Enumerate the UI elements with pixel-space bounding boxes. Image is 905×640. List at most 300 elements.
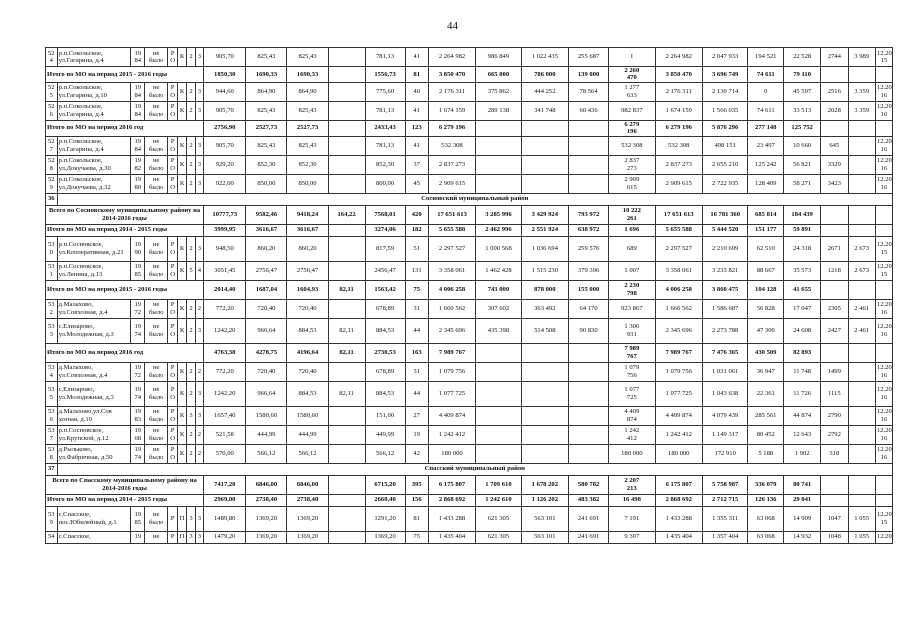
- value-cell: [476, 381, 521, 406]
- value-cell: [848, 362, 875, 381]
- roof-type-cell: К: [177, 362, 186, 381]
- wall-material-cell: Р: [168, 506, 177, 531]
- value-cell: [328, 261, 365, 280]
- value-cell: 3329: [821, 155, 848, 174]
- value-cell: 2 210 699: [702, 236, 747, 261]
- entrances-cell: 3: [195, 82, 203, 101]
- subtotal-value-cell: 4763,38: [204, 343, 246, 362]
- value-cell: [569, 444, 609, 463]
- address-cell: р.п.Сокольское, ул.Гагарина, д.10: [57, 82, 131, 101]
- roof-type-cell: К: [177, 299, 186, 318]
- subtotal-value-cell: 3 850 470: [428, 67, 475, 83]
- total-value-cell: 6715,20: [365, 475, 405, 494]
- table-row: [46, 155, 893, 174]
- value-cell: 645: [821, 136, 848, 155]
- value-cell: 532 308: [428, 136, 475, 155]
- value-cell: 2 909 615: [655, 174, 702, 193]
- district-title: Сосновский муниципальный район: [57, 193, 892, 205]
- value-cell: [848, 136, 875, 155]
- value-cell: 563 101: [521, 506, 568, 531]
- value-cell: 1 433 288: [428, 506, 475, 531]
- value-cell: 825,43: [287, 136, 328, 155]
- value-cell: 44: [405, 381, 428, 406]
- value-cell: 1 357 404: [702, 531, 747, 543]
- subtotal-value-cell: 6 279 196: [428, 120, 475, 136]
- value-cell: 825,43: [246, 136, 287, 155]
- value-cell: [848, 444, 875, 463]
- roof-type-cell: К: [177, 48, 186, 67]
- floors-cell: 2: [187, 425, 195, 444]
- total-value-cell: 580 782: [569, 475, 609, 494]
- value-cell: 884,53: [287, 318, 328, 343]
- subtotal-value-cell: 2 551 924: [521, 224, 568, 236]
- value-cell: 929,20: [204, 155, 246, 174]
- value-cell: 12.20 16: [875, 444, 892, 463]
- value-cell: 12.20 16: [875, 318, 892, 343]
- subtotal-value-cell: 123: [405, 120, 428, 136]
- value-cell: [328, 101, 365, 120]
- entrances-cell: 2: [195, 362, 203, 381]
- total-value-cell: [848, 475, 875, 494]
- value-cell: 1 566 035: [702, 101, 747, 120]
- entrances-cell: 3: [195, 101, 203, 120]
- address-cell: р.п.Сосновское, ул.Кооперативная, д.21: [57, 236, 131, 261]
- district-title: Спасский муниципальный район: [57, 463, 892, 475]
- value-cell: 521,58: [204, 425, 246, 444]
- value-cell: 1 077 725: [609, 381, 655, 406]
- value-cell: 56 821: [784, 155, 821, 174]
- value-cell: 1369,20: [246, 506, 287, 531]
- value-cell: 379 396: [569, 261, 609, 280]
- value-cell: [569, 362, 609, 381]
- table-row: [46, 381, 893, 406]
- subtotal-value-cell: [521, 120, 568, 136]
- value-cell: 45: [405, 174, 428, 193]
- value-cell: 2 345 696: [428, 318, 475, 343]
- total-value-cell: 9418,24: [287, 205, 328, 224]
- total-value-cell: 80 741: [784, 475, 821, 494]
- subtotal-value-cell: 6 279 196: [655, 120, 702, 136]
- value-cell: 82,11: [328, 381, 365, 406]
- subtotal-value-cell: 2969,00: [204, 494, 246, 506]
- total-value-cell: [848, 205, 875, 224]
- value-cell: 1 435 404: [428, 531, 475, 543]
- address-cell: р.п.Сокольское, ул.Докучаева, д.30: [57, 155, 131, 174]
- value-cell: 45 597: [784, 82, 821, 101]
- value-cell: 4 409 874: [428, 406, 475, 425]
- total-label: Всего по Сосновскому муниципальному району на 2014-2016 годы: [46, 205, 204, 224]
- value-cell: 449,99: [365, 425, 405, 444]
- status-cell: не было: [145, 101, 168, 120]
- total-value-cell: [875, 205, 892, 224]
- subtotal-value-cell: 2527,73: [287, 120, 328, 136]
- table-row: [46, 120, 893, 136]
- total-value-cell: 6 175 807: [655, 475, 702, 494]
- value-cell: 566,12: [287, 444, 328, 463]
- table-row: [46, 174, 893, 193]
- subtotal-value-cell: 125 752: [784, 120, 821, 136]
- value-cell: 3 233 821: [702, 261, 747, 280]
- entrances-cell: 3: [195, 48, 203, 67]
- wall-material-cell: Р О: [168, 425, 177, 444]
- wall-material-cell: Р О: [168, 48, 177, 67]
- year-cell: 19 90: [131, 236, 145, 261]
- table-row: [46, 318, 893, 343]
- value-cell: 2756,47: [246, 261, 287, 280]
- entrances-cell: 2: [195, 444, 203, 463]
- row-number: 53 9: [46, 506, 58, 531]
- value-cell: 4 409 874: [655, 406, 702, 425]
- subtotal-value-cell: 5 655 588: [428, 224, 475, 236]
- value-cell: 51: [405, 236, 428, 261]
- address-cell: с.Елизарово, ул.Молодежная, д.3: [57, 318, 131, 343]
- table-row: [46, 362, 893, 381]
- entrances-cell: 3: [195, 506, 203, 531]
- value-cell: 781,13: [365, 101, 405, 120]
- value-cell: 825,43: [246, 48, 287, 67]
- value-cell: [328, 506, 365, 531]
- roof-type-cell: К: [177, 236, 186, 261]
- subtotal-value-cell: 82 893: [784, 343, 821, 362]
- address-cell: р.п.Сокольское, ул.Докучаева, д.32: [57, 174, 131, 193]
- year-cell: 19 84: [131, 82, 145, 101]
- value-cell: 2 909 615: [428, 174, 475, 193]
- table-row: [46, 406, 893, 425]
- value-cell: 1479,20: [204, 531, 246, 543]
- subtotal-value-cell: 3616,67: [246, 224, 287, 236]
- value-cell: 241 691: [569, 531, 609, 543]
- value-cell: 905,70: [204, 101, 246, 120]
- value-cell: 1369,20: [246, 531, 287, 543]
- subtotal-value-cell: [848, 343, 875, 362]
- subtotal-value-cell: 81: [405, 67, 428, 83]
- floors-cell: 2: [187, 101, 195, 120]
- value-cell: 1 079 756: [428, 362, 475, 381]
- value-cell: 81: [405, 506, 428, 531]
- subtotal-label: Итого по МО на период 2015 - 2016 годы: [46, 67, 204, 83]
- value-cell: [569, 155, 609, 174]
- subtotal-value-cell: 3 696 749: [702, 67, 747, 83]
- total-value-cell: 16 781 360: [702, 205, 747, 224]
- row-number: 53 5: [46, 381, 58, 406]
- value-cell: 14 932: [784, 531, 821, 543]
- value-cell: 318: [821, 444, 848, 463]
- value-cell: 12.20 16: [875, 362, 892, 381]
- value-cell: 180 000: [655, 444, 702, 463]
- total-value-cell: 3 285 996: [476, 205, 521, 224]
- subtotal-value-cell: [821, 280, 848, 299]
- value-cell: 180 000: [609, 444, 655, 463]
- subtotal-value-cell: 182: [405, 224, 428, 236]
- value-cell: [328, 531, 365, 543]
- subtotal-value-cell: [821, 224, 848, 236]
- row-number: 54: [46, 531, 58, 543]
- value-cell: 363 492: [521, 299, 568, 318]
- value-cell: [569, 425, 609, 444]
- value-cell: 131: [405, 261, 428, 280]
- wall-material-cell: Р О: [168, 318, 177, 343]
- value-cell: 22 361: [748, 381, 784, 406]
- value-cell: 78 564: [569, 82, 609, 101]
- value-cell: [476, 406, 521, 425]
- value-cell: [569, 174, 609, 193]
- value-cell: 58 271: [784, 174, 821, 193]
- roof-type-cell: К: [177, 318, 186, 343]
- floors-cell: 2: [187, 444, 195, 463]
- floors-cell: 3: [187, 406, 195, 425]
- value-cell: 4 409 874: [609, 406, 655, 425]
- row-number: 53 4: [46, 362, 58, 381]
- subtotal-value-cell: 277 148: [748, 120, 784, 136]
- year-cell: 19 83: [131, 406, 145, 425]
- status-cell: не было: [145, 136, 168, 155]
- subtotal-value-cell: [821, 494, 848, 506]
- value-cell: 12.20 16: [875, 381, 892, 406]
- floors-cell: 2: [187, 136, 195, 155]
- value-cell: 800,00: [365, 174, 405, 193]
- value-cell: [328, 299, 365, 318]
- value-cell: 11 748: [784, 362, 821, 381]
- subtotal-value-cell: [476, 120, 521, 136]
- subtotal-value-cell: 104 128: [748, 280, 784, 299]
- value-cell: [328, 362, 365, 381]
- subtotal-value-cell: 2738,40: [287, 494, 328, 506]
- value-cell: 22 528: [784, 48, 821, 67]
- address-cell: с.Спасское, пос.Юбилейный, д.1: [57, 506, 131, 531]
- value-cell: 2 722 935: [702, 174, 747, 193]
- value-cell: 2671: [821, 236, 848, 261]
- subtotal-value-cell: 1 126 202: [521, 494, 568, 506]
- subtotal-value-cell: [848, 280, 875, 299]
- table-row: [46, 236, 893, 261]
- floors-cell: 2: [187, 236, 195, 261]
- address-cell: д.Рыльково, ул.Фабричная, д.50: [57, 444, 131, 463]
- value-cell: [476, 425, 521, 444]
- entrances-cell: 3: [195, 318, 203, 343]
- value-cell: 1580,60: [287, 406, 328, 425]
- value-cell: 24 318: [784, 236, 821, 261]
- value-cell: 2 264 982: [655, 48, 702, 67]
- year-cell: 19 85: [131, 261, 145, 280]
- value-cell: [521, 406, 568, 425]
- value-cell: [848, 174, 875, 193]
- housing-repair-table: [45, 47, 893, 544]
- value-cell: 40: [405, 82, 428, 101]
- entrances-cell: 3: [195, 406, 203, 425]
- value-cell: 12.20 16: [875, 136, 892, 155]
- subtotal-value-cell: 79 110: [784, 67, 821, 83]
- value-cell: 1047: [821, 506, 848, 531]
- table-row: [46, 205, 893, 224]
- row-number: 52 6: [46, 101, 58, 120]
- subtotal-value-cell: [875, 120, 892, 136]
- value-cell: 2305: [821, 299, 848, 318]
- subtotal-value-cell: 82,11: [328, 343, 365, 362]
- wall-material-cell: Р О: [168, 82, 177, 101]
- value-cell: [476, 362, 521, 381]
- value-cell: 566,12: [246, 444, 287, 463]
- value-cell: 923 867: [609, 299, 655, 318]
- value-cell: 772,20: [204, 299, 246, 318]
- subtotal-value-cell: 7 476 365: [702, 343, 747, 362]
- value-cell: 88 667: [748, 261, 784, 280]
- table-row: [46, 261, 893, 280]
- value-cell: 2 673: [848, 261, 875, 280]
- value-cell: 2 297 527: [428, 236, 475, 261]
- value-cell: 966,64: [246, 381, 287, 406]
- status-cell: не было: [145, 381, 168, 406]
- subtotal-label: Итого по МО на период 2014 - 2015 годы: [46, 224, 204, 236]
- value-cell: 817,59: [365, 236, 405, 261]
- subtotal-value-cell: 3274,06: [365, 224, 405, 236]
- subtotal-value-cell: 1690,33: [287, 67, 328, 83]
- value-cell: 720,40: [246, 299, 287, 318]
- value-cell: 566,12: [365, 444, 405, 463]
- value-cell: 532 308: [655, 136, 702, 155]
- value-cell: [328, 444, 365, 463]
- value-cell: 864,90: [246, 82, 287, 101]
- total-value-cell: 6 175 807: [428, 475, 475, 494]
- value-cell: 570,00: [204, 444, 246, 463]
- value-cell: 1 660 562: [655, 299, 702, 318]
- table-row: [46, 425, 893, 444]
- subtotal-value-cell: 483 382: [569, 494, 609, 506]
- status-cell: не было: [145, 362, 168, 381]
- table-row: [46, 444, 893, 463]
- value-cell: 2792: [821, 425, 848, 444]
- total-value-cell: 9582,46: [246, 205, 287, 224]
- value-cell: 1369,20: [365, 531, 405, 543]
- value-cell: 289 138: [476, 101, 521, 120]
- value-cell: 2516: [821, 82, 848, 101]
- value-cell: 11 726: [784, 381, 821, 406]
- subtotal-value-cell: 151 177: [748, 224, 784, 236]
- value-cell: 1 079 756: [655, 362, 702, 381]
- total-value-cell: 336 079: [748, 475, 784, 494]
- value-cell: 689: [609, 236, 655, 261]
- value-cell: 2 673: [848, 236, 875, 261]
- total-value-cell: [821, 475, 848, 494]
- subtotal-value-cell: [821, 67, 848, 83]
- wall-material-cell: Р О: [168, 444, 177, 463]
- roof-type-cell: К: [177, 136, 186, 155]
- subtotal-value-cell: 139 000: [569, 67, 609, 83]
- value-cell: 1 000 568: [476, 236, 521, 261]
- table-row: [46, 67, 893, 83]
- value-cell: 1 355 311: [702, 506, 747, 531]
- subtotal-value-cell: 1850,30: [204, 67, 246, 83]
- value-cell: 852,30: [287, 155, 328, 174]
- value-cell: 4 079 439: [702, 406, 747, 425]
- value-cell: [521, 174, 568, 193]
- value-cell: 1 674 159: [428, 101, 475, 120]
- year-cell: 19 68: [131, 425, 145, 444]
- value-cell: 19: [405, 425, 428, 444]
- subtotal-value-cell: 2756,90: [204, 120, 246, 136]
- subtotal-value-cell: 743 000: [476, 280, 521, 299]
- table-row: [46, 280, 893, 299]
- value-cell: 444,99: [287, 425, 328, 444]
- value-cell: 5 188: [748, 444, 784, 463]
- entrances-cell: 3: [195, 381, 203, 406]
- subtotal-value-cell: 126 136: [748, 494, 784, 506]
- value-cell: 33 513: [784, 101, 821, 120]
- value-cell: 1 242 412: [428, 425, 475, 444]
- total-value-cell: 10777,73: [204, 205, 246, 224]
- value-cell: 2456,47: [365, 261, 405, 280]
- value-cell: 125 242: [748, 155, 784, 174]
- value-cell: 775,60: [365, 82, 405, 101]
- value-cell: I: [609, 48, 655, 67]
- table-row: [46, 193, 893, 205]
- subtotal-value-cell: 1604,93: [287, 280, 328, 299]
- subtotal-value-cell: 4278,75: [246, 343, 287, 362]
- status-cell: не было: [145, 406, 168, 425]
- district-number: 36: [46, 193, 58, 205]
- wall-material-cell: Р О: [168, 381, 177, 406]
- value-cell: 172 910: [702, 444, 747, 463]
- total-value-cell: 2 207 213: [609, 475, 655, 494]
- value-cell: [569, 136, 609, 155]
- value-cell: 14 909: [784, 506, 821, 531]
- subtotal-value-cell: 16 498: [609, 494, 655, 506]
- value-cell: [328, 82, 365, 101]
- subtotal-value-cell: 1556,73: [365, 67, 405, 83]
- entrances-cell: 3: [195, 236, 203, 261]
- value-cell: [521, 425, 568, 444]
- value-cell: 2 837 273: [655, 155, 702, 174]
- subtotal-value-cell: 2433,43: [365, 120, 405, 136]
- address-cell: р.п.Сокольское, ул.Гагарина, д.4: [57, 101, 131, 120]
- address-cell: с.Елизарово, ул.Молодежная, д.3: [57, 381, 131, 406]
- table-row: [46, 136, 893, 155]
- value-cell: 884,53: [365, 318, 405, 343]
- value-cell: 905,70: [204, 136, 246, 155]
- subtotal-value-cell: [875, 224, 892, 236]
- address-cell: р.п.Сосновское, ул.Ленина, д.13: [57, 261, 131, 280]
- row-number: 53 8: [46, 444, 58, 463]
- value-cell: 2790: [821, 406, 848, 425]
- year-cell: 19 72: [131, 362, 145, 381]
- roof-type-cell: К: [177, 82, 186, 101]
- value-cell: [521, 155, 568, 174]
- status-cell: не было: [145, 506, 168, 531]
- value-cell: 2756,47: [287, 261, 328, 280]
- value-cell: 498 151: [702, 136, 747, 155]
- value-cell: 255 687: [569, 48, 609, 67]
- entrances-cell: 4: [195, 261, 203, 280]
- value-cell: [328, 48, 365, 67]
- floors-cell: 2: [187, 299, 195, 318]
- floors-cell: 2: [187, 48, 195, 67]
- value-cell: 12.20 16: [875, 82, 892, 101]
- value-cell: 75: [405, 531, 428, 543]
- value-cell: 2 461: [848, 299, 875, 318]
- value-cell: 1 055: [848, 506, 875, 531]
- value-cell: 1 149 317: [702, 425, 747, 444]
- value-cell: 62 510: [748, 236, 784, 261]
- year-cell: 19 72: [131, 299, 145, 318]
- value-cell: 56 828: [748, 299, 784, 318]
- subtotal-value-cell: 4196,64: [287, 343, 328, 362]
- value-cell: [476, 174, 521, 193]
- address-cell: д.Малахово,ул.Сов хозная, д.10: [57, 406, 131, 425]
- subtotal-value-cell: 3999,95: [204, 224, 246, 236]
- subtotal-value-cell: [875, 280, 892, 299]
- row-number: 52 8: [46, 155, 58, 174]
- total-value-cell: 7568,01: [365, 205, 405, 224]
- value-cell: 44: [405, 318, 428, 343]
